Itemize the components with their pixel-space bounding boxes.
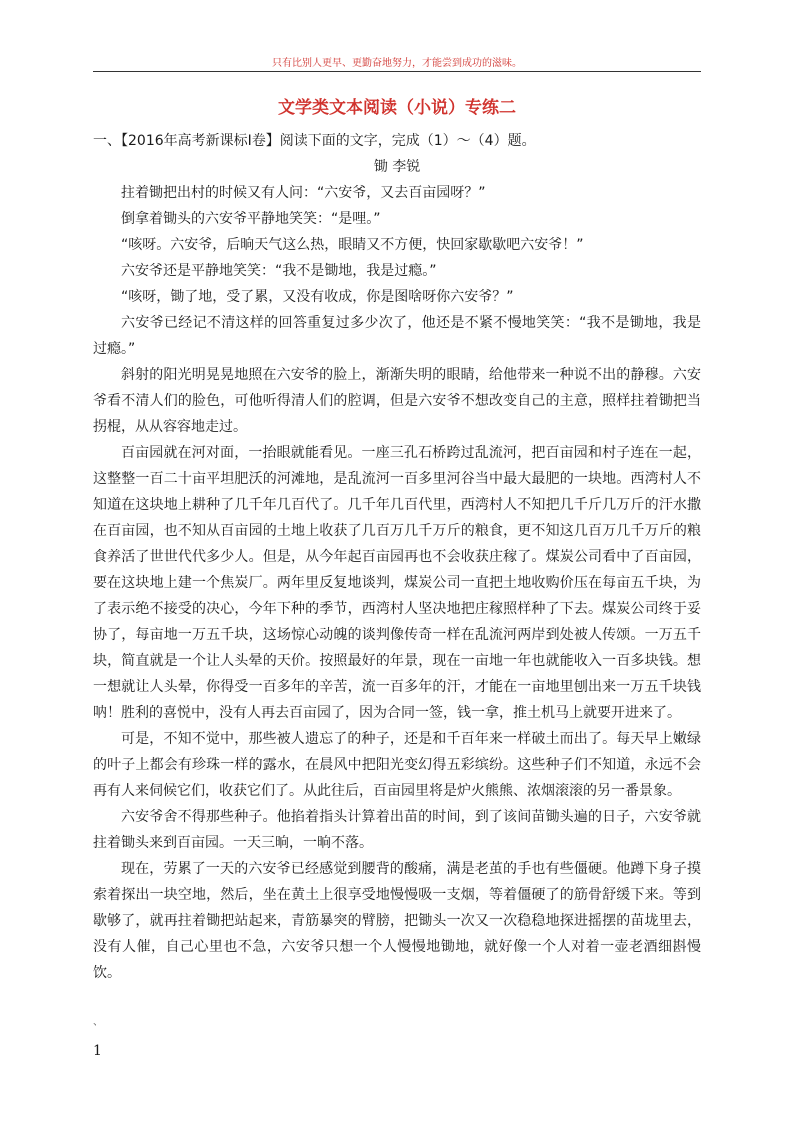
paragraph: “咳呀。六安爷，后晌天气这么热，眼睛又不方便，快回家歇歇吧六安爷！”	[121, 237, 584, 253]
paragraph: 拄着锄把出村的时候又有人问：“六安爷，又去百亩园呀？”	[121, 185, 486, 201]
footer-tick-mark: 、	[93, 1017, 103, 1028]
story-title: 锄 李锐	[373, 159, 421, 175]
document-body	[93, 128, 701, 986]
document-title: 文学类文本阅读（小说）专练二	[278, 98, 516, 118]
header-divider	[93, 71, 701, 72]
paragraph: 斜射的阳光明晃晃地照在六安爷的脸上，渐渐失明的眼睛，给他带来一种说不出的静穆。六安爷看不清人们的脸色，可他听得清人们的腔调，但是六安爷不想改变自己的主意，照样拄着锄把当拐棍，从从容容地走过。	[93, 367, 701, 435]
paragraph: 可是，不知不觉中，那些被人遗忘了的种子，还是和千百年来一样破土而出了。每天早上嫩绿的叶子上都会有珍珠一样的露水，在晨风中把阳光变幻得五彩缤纷。这些种子们不知道，永远不会再有人来伺候它们，收获它们了。从此往后，百亩园里将是炉火熊熊、浓烟滚滚的另一番景象。	[93, 731, 701, 799]
page-number: 1	[93, 1043, 102, 1059]
paragraph: 百亩园就在河对面，一抬眼就能看见。一座三孔石桥跨过乱流河，把百亩园和村子连在一起，这整整一百二十亩平坦肥沃的河滩地，是乱流河一百多里河谷当中最大最肥的一块地。西湾村人不知道在这块地上耕种了几千年几百代了。几千年几百代里，西湾村人不知把几千斤几万斤的汗水撒在百亩园，也不知从百亩园的土地上收获了几百万几千万斤的粮食，更不知这几百万几千万斤的粮食养活了世世代代多少人。但是，从今年起百亩园再也不会收获庄稼了。煤炭公司看中了百亩园，要在这块地上建一个焦炭厂。两年里反复地谈判，煤炭公司一直把土地收购价压在每亩五千块，为了表示绝不接受的决心，今年下种的季节，西湾村人坚决地把庄稼照样种了下去。煤炭公司终于妥协了，每亩地一万五千块，这场惊心动魄的谈判像传奇一样在乱流河两岸到处被人传颂。一万五千块，简直就是一个让人头晕的天价。按照最好的年景，现在一亩地一年也就能收入一百多块钱。想一想就让人头晕，你得受一百多年的辛苦，流一百多年的汗，才能在一亩地里刨出来一万五千块钱呐！胜利的喜悦中，没有人再去百亩园了，因为合同一签，钱一拿，推土机马上就要开进来了。	[93, 445, 701, 721]
paragraph: 六安爷舍不得那些种子。他掐着指头计算着出苗的时间，到了该间苗锄头遍的日子，六安爷就拄着锄头来到百亩园。一天三晌，一晌不落。	[93, 809, 701, 851]
paragraph: 现在，劳累了一天的六安爷已经感觉到腰背的酸痛，满是老茧的手也有些僵硬。他蹲下身子摸索着探出一块空地，然后，坐在黄土上很享受地慢慢吸一支烟，等着僵硬了的筋骨舒缓下来。等到歇够了，就再拄着锄把站起来，青筋暴突的臂膀，把锄头一次又一次稳稳地探进摇摆的苗垅里去，没有人催，自己心里也不急，六安爷只想一个人慢慢地锄地，就好像一个人对着一壶老酒细斟慢饮。	[93, 861, 701, 981]
question-intro: 一、【2016年高考新课标Ⅰ卷】阅读下面的文字，完成（1）～（4）题。	[93, 133, 536, 149]
paragraph: 六安爷已经记不清这样的回答重复过多少次了，他还是不紧不慢地笑笑：“我不是锄地，我是过瘾。”	[93, 315, 701, 357]
paragraph: 六安爷还是平静地笑笑：“我不是锄地，我是过瘾。”	[121, 263, 437, 279]
paragraph: 倒拿着锄头的六安爷平静地笑笑：“是哩。”	[121, 211, 381, 227]
paragraph: “咳呀，锄了地，受了累，又没有收成，你是图啥呀你六安爷？”	[121, 289, 514, 305]
header-motto: 只有比别人更早、更勤奋地努力，才能尝到成功的滋味。	[272, 58, 522, 69]
